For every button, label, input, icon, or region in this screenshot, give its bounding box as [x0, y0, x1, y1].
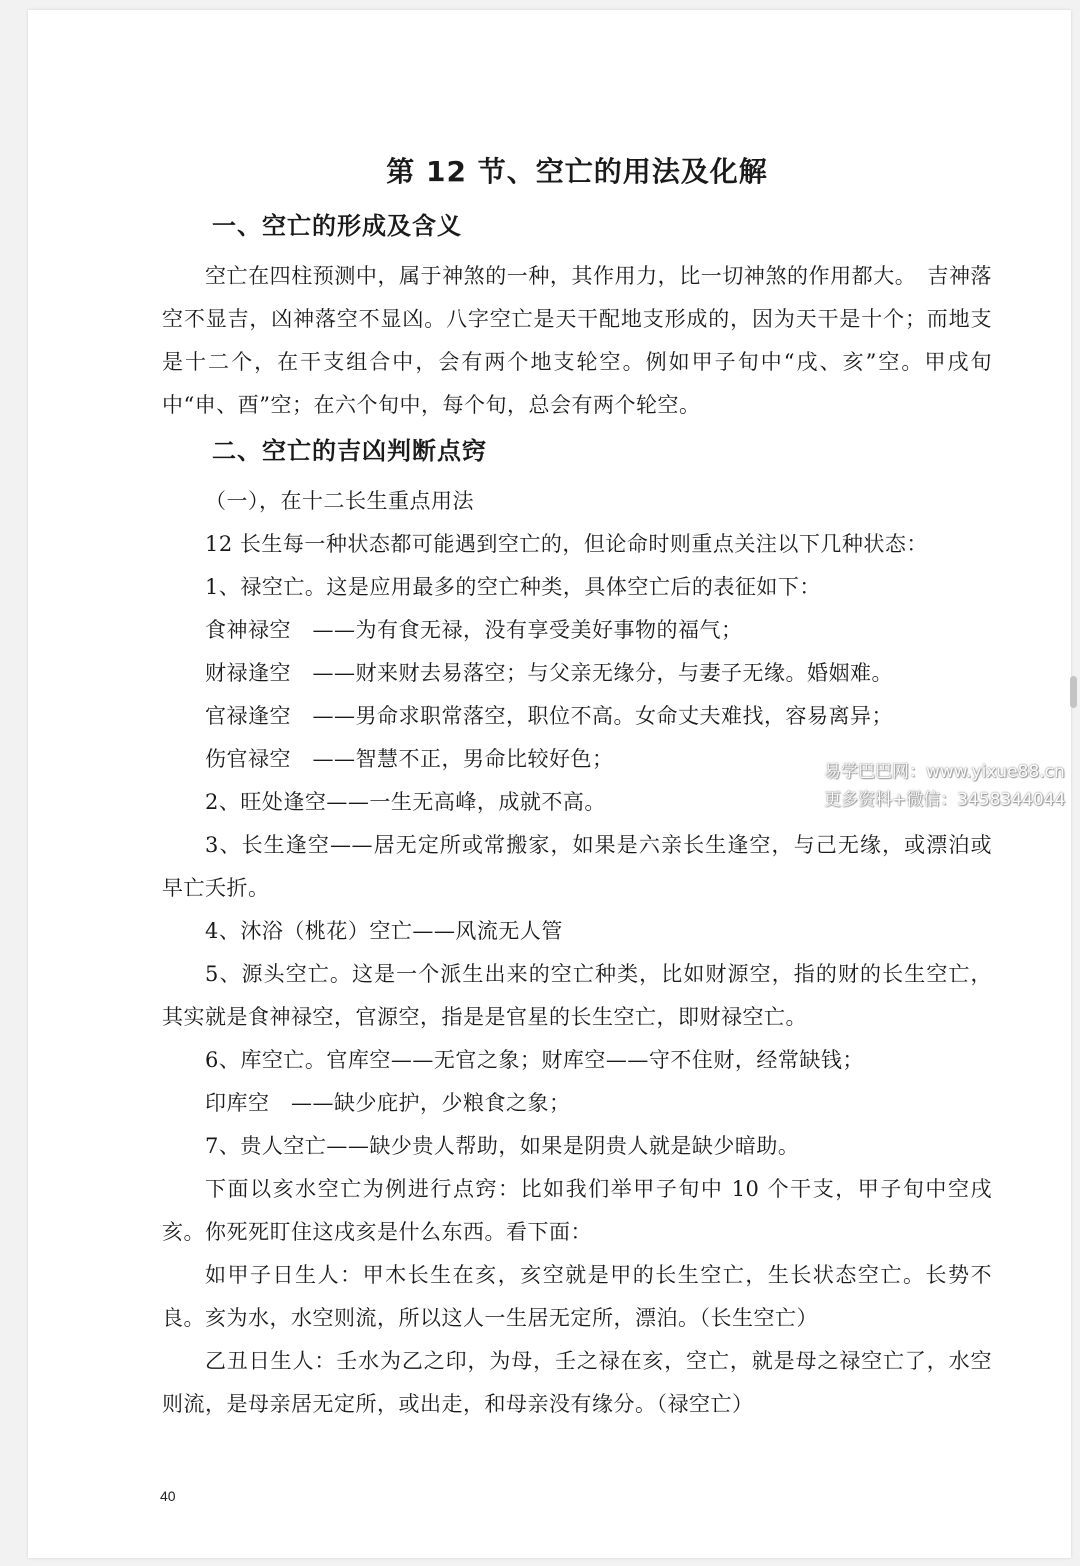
intro-paragraph: 12 长生每一种状态都可能遇到空亡的，但论命时则重点关注以下几种状态： — [205, 532, 928, 556]
item-2: 2、旺处逢空——一生无高峰，成就不高。 — [205, 790, 606, 814]
item-4: 4、沐浴（桃花）空亡——风流无人管 — [205, 919, 563, 943]
item-1: 1、禄空亡。这是应用最多的空亡种类，具体空亡后的表征如下： — [205, 575, 821, 599]
section-1-paragraph: 空亡在四柱预测中，属于神煞的一种，其作用力，比一切神煞的作用都大。 吉神落空不显吉，凶神落空不显凶。八字空亡是天干配地支形成的，因为天干是十个；而地支是十二个，在干支组合中，会有两个地支轮空。例如甲子旬中“戌、亥”空。甲戌旬中“申、酉”空；在六个旬中，每个旬，总会有两个轮空。 — [162, 264, 992, 417]
page-title: 第 12 节、空亡的用法及化解 — [386, 155, 768, 188]
item-1-line: 财禄逢空 ——财来财去易落空；与父亲无缘分，与妻子无缘。婚姻难。 — [205, 661, 893, 685]
section-heading-1: 一、空亡的形成及含义 — [212, 212, 462, 240]
item-3: 3、长生逢空——居无定所或常搬家，如果是六亲长生逢空，与己无缘，或漂泊或早亡夭折。 — [162, 833, 992, 900]
item-6: 6、库空亡。官库空——无官之象；财库空——守不住财，经常缺钱； — [205, 1048, 864, 1072]
example-2: 乙丑日生人：壬水为乙之印，为母，壬之禄在亥，空亡，就是母之禄空亡了，水空则流，是母亲居无定所，或出走，和母亲没有缘分。（禄空亡） — [162, 1349, 992, 1416]
watermark-line-2: 更多资料+微信：3458344044 — [824, 790, 1066, 810]
watermark — [824, 758, 1065, 814]
item-5: 5、源头空亡。这是一个派生出来的空亡种类，比如财源空，指的财的长生空亡，其实就是食神禄空，官源空，指是是官星的长生空亡，即财禄空亡。 — [162, 962, 992, 1029]
item-1-line: 食神禄空 ——为有食无禄，没有享受美好事物的福气； — [205, 618, 743, 642]
item-1-line: 官禄逢空 ——男命求职常落空，职位不高。女命丈夫难找，容易离异； — [205, 704, 893, 728]
subheading: （一），在十二长生重点用法 — [205, 489, 474, 513]
item-1-line: 伤官禄空 ——智慧不正，男命比较好色； — [205, 747, 614, 771]
item-6-line: 印库空 ——缺少庇护，少粮食之象； — [205, 1091, 571, 1115]
example-intro: 下面以亥水空亡为例进行点窍：比如我们举甲子旬中 10 个干支，甲子旬中空戌亥。你死死盯住这戌亥是什么东西。看下面： — [162, 1177, 992, 1244]
item-7: 7、贵人空亡——缺少贵人帮助，如果是阴贵人就是缺少暗助。 — [205, 1134, 800, 1158]
example-1: 如甲子日生人：甲木长生在亥，亥空就是甲的长生空亡，生长状态空亡。长势不良。亥为水，水空则流，所以这人一生居无定所，漂泊。（长生空亡） — [162, 1263, 992, 1330]
scrollbar-thumb[interactable] — [1070, 676, 1077, 708]
watermark-line-1: 易学巴巴网：www.yixue88.cn — [824, 762, 1065, 782]
section-heading-2: 二、空亡的吉凶判断点窍 — [212, 437, 487, 465]
page-number: 40 — [160, 1488, 176, 1504]
